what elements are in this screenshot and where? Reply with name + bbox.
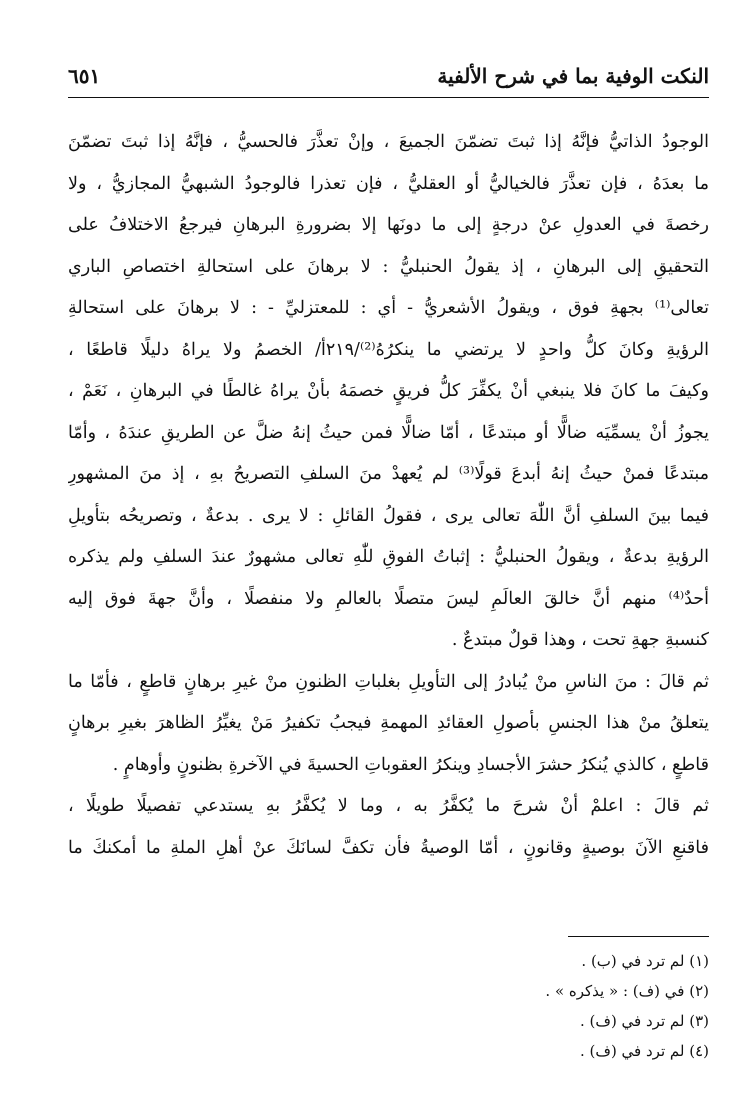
text-line: فاقنعِ الآنَ بوصيةٍ وقانونٍ ، أمّا الوصيةُ فأن تكفَّ لسانَكَ عنْ أهلِ الملةِ ما أمكنكَ ما	[68, 837, 709, 858]
text-line: يتعلقُ منْ هذا الجنسِ بأصولِ العقائدِ المهمةِ فيجبُ تكفيرُ مَنْ يغيِّرُ الظاهرَ بغيرِ برهانٍ	[68, 713, 709, 733]
footnote-separator	[568, 936, 709, 937]
text-line: كنسبةِ جهةِ تحت ، وهذا قولٌ مبتدعٌ .	[451, 630, 709, 650]
text-line: ما بعدَهُ ، فإن تعذَّرَ فالخياليُّ أو العقليُّ ، فإن تعذرا فالوجودُ الشبهيُّ المجازيُّ ، ولا	[68, 173, 709, 194]
text-line: ثم قالَ : منَ الناسِ منْ يُبادرُ إلى التأويلِ بغلباتِ الظنونِ منْ غيرِ برهانٍ قاطعٍ ، فأمّا ما	[68, 671, 709, 692]
footnote-4: (٤) لم ترد في (ف) .	[580, 1042, 709, 1060]
page-number: ٦٥١	[68, 64, 101, 88]
text-line: رخصةَ في العدولِ عنْ درجةٍ إلى ما دونَها إلا بضرورةِ البرهانِ فيرجعُ الاختلافُ على	[68, 215, 709, 235]
text-line: الوجودُ الذاتيُّ فإنَّهُ إذا ثبتَ تضمّنَ الجميعَ ، وإنْ تعذَّرَ فالحسيُّ ، فإنَّهُ إذا ثبتَ تضمّنَ	[68, 132, 709, 152]
text-line: التحقيقِ إلى البرهانِ ، إذ يقولُ الحنبليُّ : لا برهانَ على استحالةِ اختصاصِ الباري	[68, 256, 709, 277]
text-line: الرؤيةِ بدعةٌ ، ويقولُ الحنبليُّ : إثباتُ الفوقِ للّٰهِ تعالى مشهورٌ عندَ السلفِ ولم يذكره	[68, 547, 709, 567]
main-text	[68, 122, 709, 869]
running-header	[68, 58, 709, 98]
header-rule	[68, 97, 709, 98]
text-line: قاطعٍ ، كالذي يُنكرُ حشرَ الأجسادِ وينكرُ العقوباتِ الحسيةَ في الآخرةِ بظنونٍ وأوهامٍ .	[112, 754, 709, 775]
footnote-1: (١) لم ترد في (ب) .	[581, 952, 709, 970]
text-line: أحدٌ⁽⁴⁾ منهم أنَّ خالقَ العالَمِ ليسَ متصلًا بالعالمِ ولا منفصلًا ، وأنَّ جهةَ فوق إليه	[68, 588, 709, 609]
text-line: تعالى⁽¹⁾ بجهةِ فوق ، ويقولُ الأشعريُّ - أي : للمعتزليِّ - : لا برهانَ على استحالةِ	[68, 298, 709, 318]
text-line: وكيفَ ما كانَ فلا ينبغي أنْ يكفِّرَ كلُّ فريقٍ خصمَهُ بأنْ يراهُ غالطًا في البرهانِ ، نَعَمْ ،	[68, 381, 709, 401]
book-title: النكت الوفية بما في شرح الألفية	[437, 64, 709, 88]
text-line: فيما بينَ السلفِ أنَّ اللّٰهَ تعالى يرى ، فقولُ القائلِ : لا يرى . بدعةٌ ، وتصريحُه بتأويلِ	[68, 505, 709, 526]
text-line: ثم قالَ : اعلمْ أنْ شرحَ ما يُكفَّرُ به ، وما لا يُكفَّرُ بهِ يستدعي تفصيلًا طويلًا ،	[68, 796, 709, 816]
text-line: يجوزُ أنْ يسمِّيَه ضالًّا أو مبتدعًا ، أمّا ضالًّا فمن حيثُ إنهُ ضلَّ عن الطريقِ عندَهُ ، وأمّا	[68, 422, 709, 443]
footnotes	[545, 946, 709, 1066]
footnote-2: (٢) في (ف) : « يذكره » .	[545, 982, 709, 1000]
footnote-3: (٣) لم ترد في (ف) .	[580, 1012, 709, 1030]
text-line: مبتدعًا فمنْ حيثُ إنهُ أبدعَ قولًا⁽³⁾ لم يُعهدْ منَ السلفِ التصريحُ بهِ ، إذ منَ المشهورِ	[68, 464, 709, 484]
text-line: الرؤيةِ وكانَ كلُّ واحدٍ لا يرتضي ما ينكرُهُ⁽²⁾/٢١٩أ/ الخصمُ ولا يراهُ دليلًا قاطعًا ،	[68, 339, 709, 360]
